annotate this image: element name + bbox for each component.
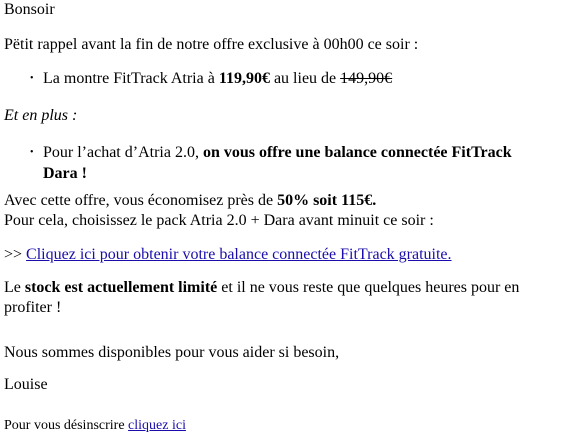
stock-bold: stock est actuellement limité xyxy=(24,279,218,296)
cta-line xyxy=(4,245,580,265)
plus-heading: Et en plus : xyxy=(4,107,78,124)
bullet-icon: • xyxy=(30,147,34,158)
choose-pack-text: Pour cela, choisissez le pack Atria 2.0 + Dara avant minuit ce soir : xyxy=(4,212,434,229)
bonus-bold-line1: on vous offre une balance connectée FitTrack xyxy=(202,144,512,161)
cta-prefix: >> xyxy=(4,246,27,263)
unsubscribe-link[interactable]: cliquez ici xyxy=(128,418,186,433)
stock-text: Le stock est actuellement limité et il ne vous reste que quelques heures pour en xyxy=(4,279,520,296)
signature: Louise xyxy=(4,376,48,393)
offer-prefix: La montre FitTrack Atria à xyxy=(43,70,219,87)
savings-amount: 50% soit 115€. xyxy=(277,192,377,209)
greeting: Bonsoir xyxy=(4,1,55,18)
bonus-bold-line2: Dara ! xyxy=(43,165,87,182)
bullet-icon: • xyxy=(30,73,34,84)
reminder-text: Pëtit rappel avant la fin de notre offre exclusive à 00h00 ce soir : xyxy=(4,36,419,53)
cta-link[interactable]: Cliquez ici pour obtenir votre balance connectée FitTrack gratuite. xyxy=(26,246,452,263)
bonus-prefix: Pour l’achat d’Atria 2.0, xyxy=(43,144,203,161)
savings-text: Avec cette offre, vous économisez près de 50% soit 115€. xyxy=(4,192,377,209)
unsubscribe-line: Pour vous désinscrire cliquez ici xyxy=(4,418,186,433)
availability-text: Nous sommes disponibles pour vous aider si besoin, xyxy=(4,344,340,361)
stock-text-line2: profiter ! xyxy=(4,299,62,316)
offer-old-price: 149,90€ xyxy=(340,70,393,87)
offer-middle: au lieu de xyxy=(269,70,341,87)
offer-price: 119,90€ xyxy=(218,70,270,87)
